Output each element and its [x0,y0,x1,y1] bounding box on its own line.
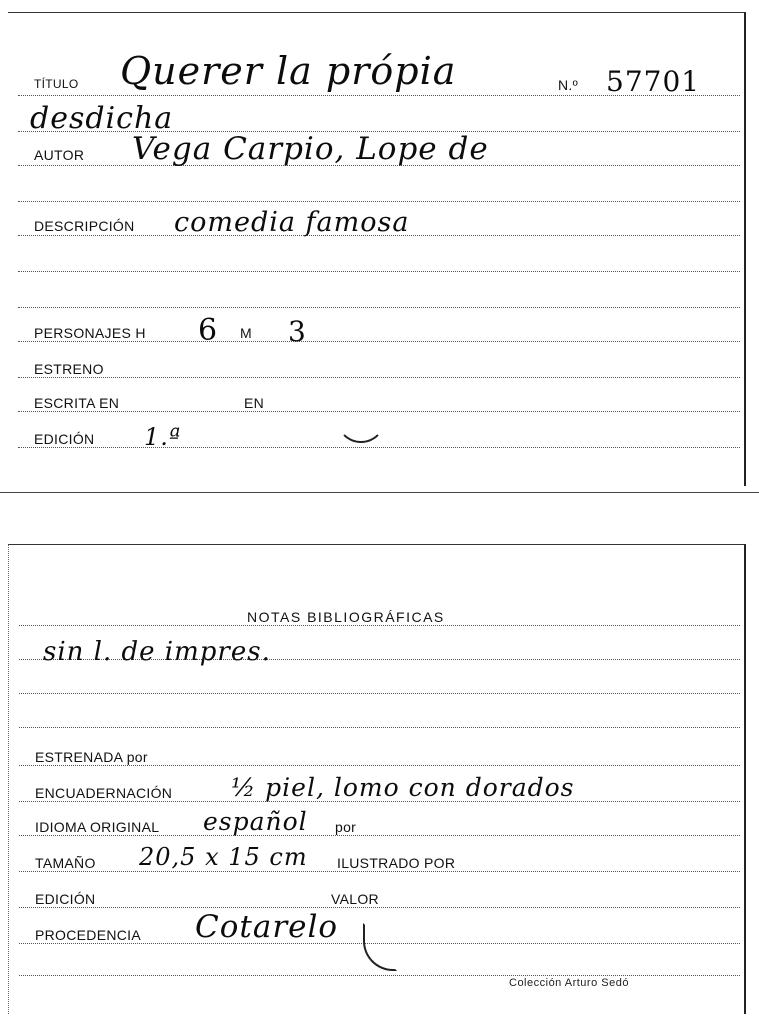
tamano-value: 20,5 x 15 cm [139,843,308,871]
rule-line [18,411,740,412]
en-label: EN [244,395,265,411]
rule-line [18,201,740,202]
rule-line [18,377,740,378]
hole-mark-arc [336,417,386,443]
rule-line [18,341,740,342]
encuadernacion-label: ENCUADERNACIÓN [35,785,173,801]
catalog-card-front [8,12,746,486]
numero-label: N.º [558,77,579,93]
edicion-back-label: EDICIÓN [35,891,96,907]
rule-line [19,765,740,766]
rule-line [18,271,740,272]
descripcion-label: DESCRIPCIÓN [34,218,135,234]
notas-value: sin l. de impres. [43,637,271,667]
procedencia-label: PROCEDENCIA [35,927,141,943]
descripcion-value: comedia famosa [174,207,410,238]
autor-value: Vega Carpio, Lope de [132,131,489,167]
rule-line [19,975,740,976]
catalog-card-back [8,544,746,1014]
rule-line [19,625,740,626]
rule-line [18,307,740,308]
card-separator [0,492,759,493]
procedencia-value: Cotarelo [195,909,339,945]
edicion-label: EDICIÓN [34,431,95,447]
hole-mark-arc [363,923,397,971]
titulo-label: TÍTULO [34,77,79,91]
escrita-en-label: ESCRITA EN [34,395,120,411]
edicion-value: 1.ª [144,423,182,451]
personajes-h-value: 6 [198,313,219,348]
titulo-value-line2: desdicha [30,101,174,136]
idioma-value: español [203,807,308,836]
rule-line [19,727,740,728]
coleccion-stamp: Colección Arturo Sedó [509,977,629,989]
ilustrado-label: ILUSTRADO POR [337,855,456,871]
rule-line [19,693,740,694]
titulo-value-line1: Querer la própia [120,49,457,93]
numero-value: 57701 [606,65,701,98]
rule-line [19,871,740,872]
notas-heading: NOTAS BIBLIOGRÁFICAS [247,609,445,625]
valor-label: VALOR [331,891,379,907]
estreno-label: ESTRENO [34,361,104,377]
estrenada-label: ESTRENADA por [35,749,148,765]
rule-line [19,907,740,908]
rule-line [19,835,740,836]
personajes-label: PERSONAJES H [34,325,146,341]
rule-line [18,447,740,448]
encuadernacion-value: ½ piel, lomo con dorados [231,773,575,802]
autor-label: AUTOR [34,147,85,163]
por-label: por [335,819,357,835]
personajes-m-label: M [240,325,252,341]
tamano-label: TAMAÑO [35,855,96,871]
idioma-label: IDIOMA ORIGINAL [35,819,160,835]
personajes-m-value: 3 [288,315,307,348]
